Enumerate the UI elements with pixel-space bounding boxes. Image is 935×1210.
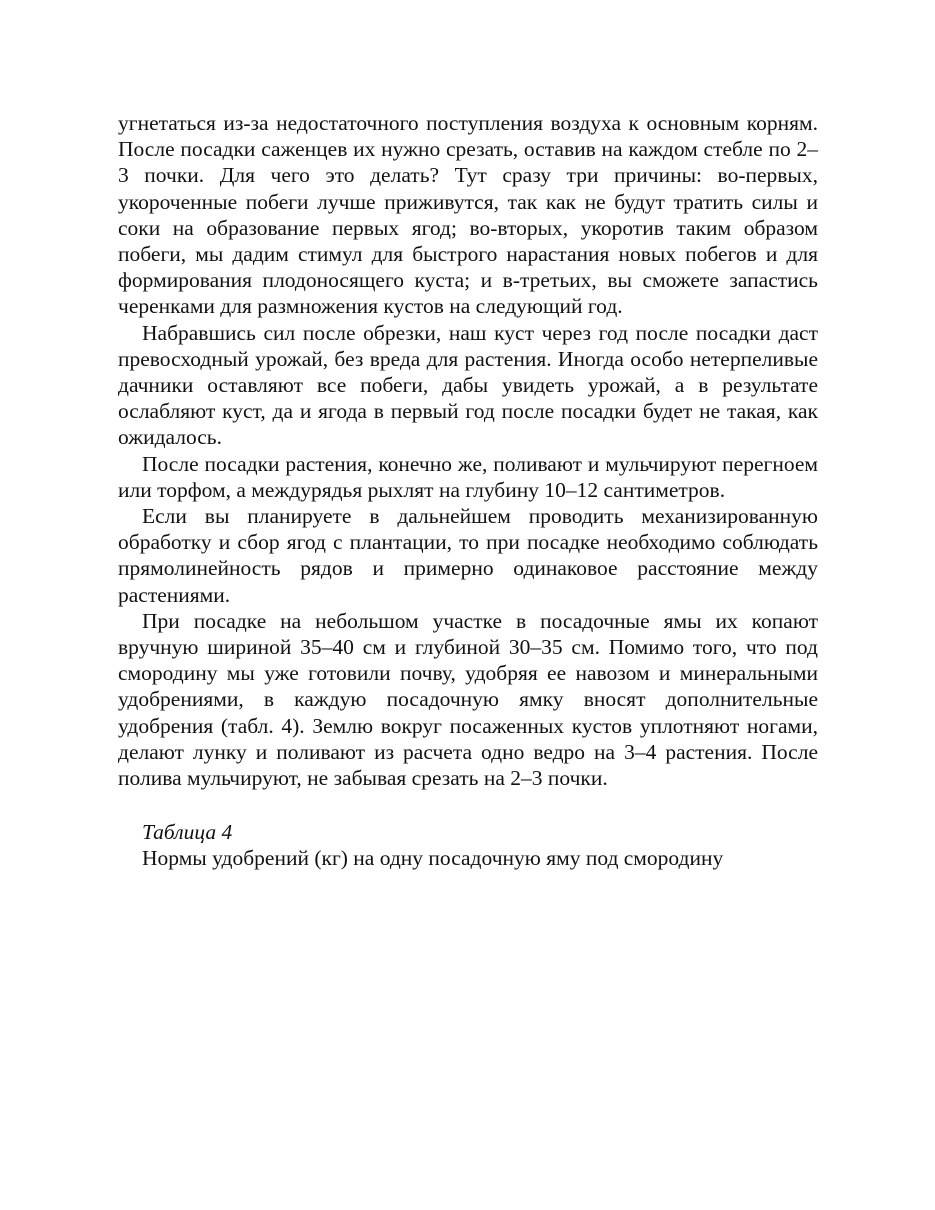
paragraph: При посадке на небольшом участке в посадочные ямы их копают вручную шириной 35–40 см и глубиной 30–35 см. Помимо того, что под смородину мы уже готовили почву, удобряя ее навозом и минеральными удобрениями, в каждую посадочную ямку вносят дополнительные удобрения (табл. 4). Землю вокруг посаженных кустов уплотняют ногами, делают лунку и поливают из расчета одно ведро на 3–4 растения. После полива мульчируют, не забывая срезать на 2–3 почки.: [118, 608, 818, 791]
paragraph: После посадки растения, конечно же, поливают и мульчируют перегноем или торфом, а междурядья рыхлят на глубину 10–12 сантиметров.: [118, 451, 818, 502]
table-number: Таблица 4: [142, 820, 233, 845]
paragraph-continued: угнетаться из-за недостаточного поступления воздуха к основным корням. После посадки саженцев их нужно срезать, оставив на каждом стебле по 2–3 почки. Для чего это делать? Тут сразу три причины: во-первых, укороченные побеги лучше приживутся, так как не будут тратить силы и соки на образование первых ягод; во-вторых, укоротив таким образом побеги, мы дадим стимул для быстрого нарастания новых побегов и для формирования плодоносящего куста; и в-третьих, вы сможете запастись черенками для размножения кустов на следующий год.: [118, 111, 818, 319]
paragraph: Набравшись сил после обрезки, наш куст через год после посадки даст превосходный урожай, без вреда для растения. Иногда особо нетерпеливые дачники оставляют все побеги, дабы увидеть урожай, а в результате ослабляют куст, да и ягода в первый год после посадки будет не такая, как ожидалось.: [118, 320, 818, 450]
document-page: [118, 110, 818, 872]
paragraph: Если вы планируете в дальнейшем проводить механизированную обработку и сбор ягод с плантации, то при посадке необходимо соблюдать прямолинейность рядов и примерно одинаковое расстояние между растениями.: [118, 504, 818, 607]
table-caption: [118, 819, 818, 871]
table-title: Нормы удобрений (кг) на одну посадочную яму под смородину: [142, 846, 724, 871]
